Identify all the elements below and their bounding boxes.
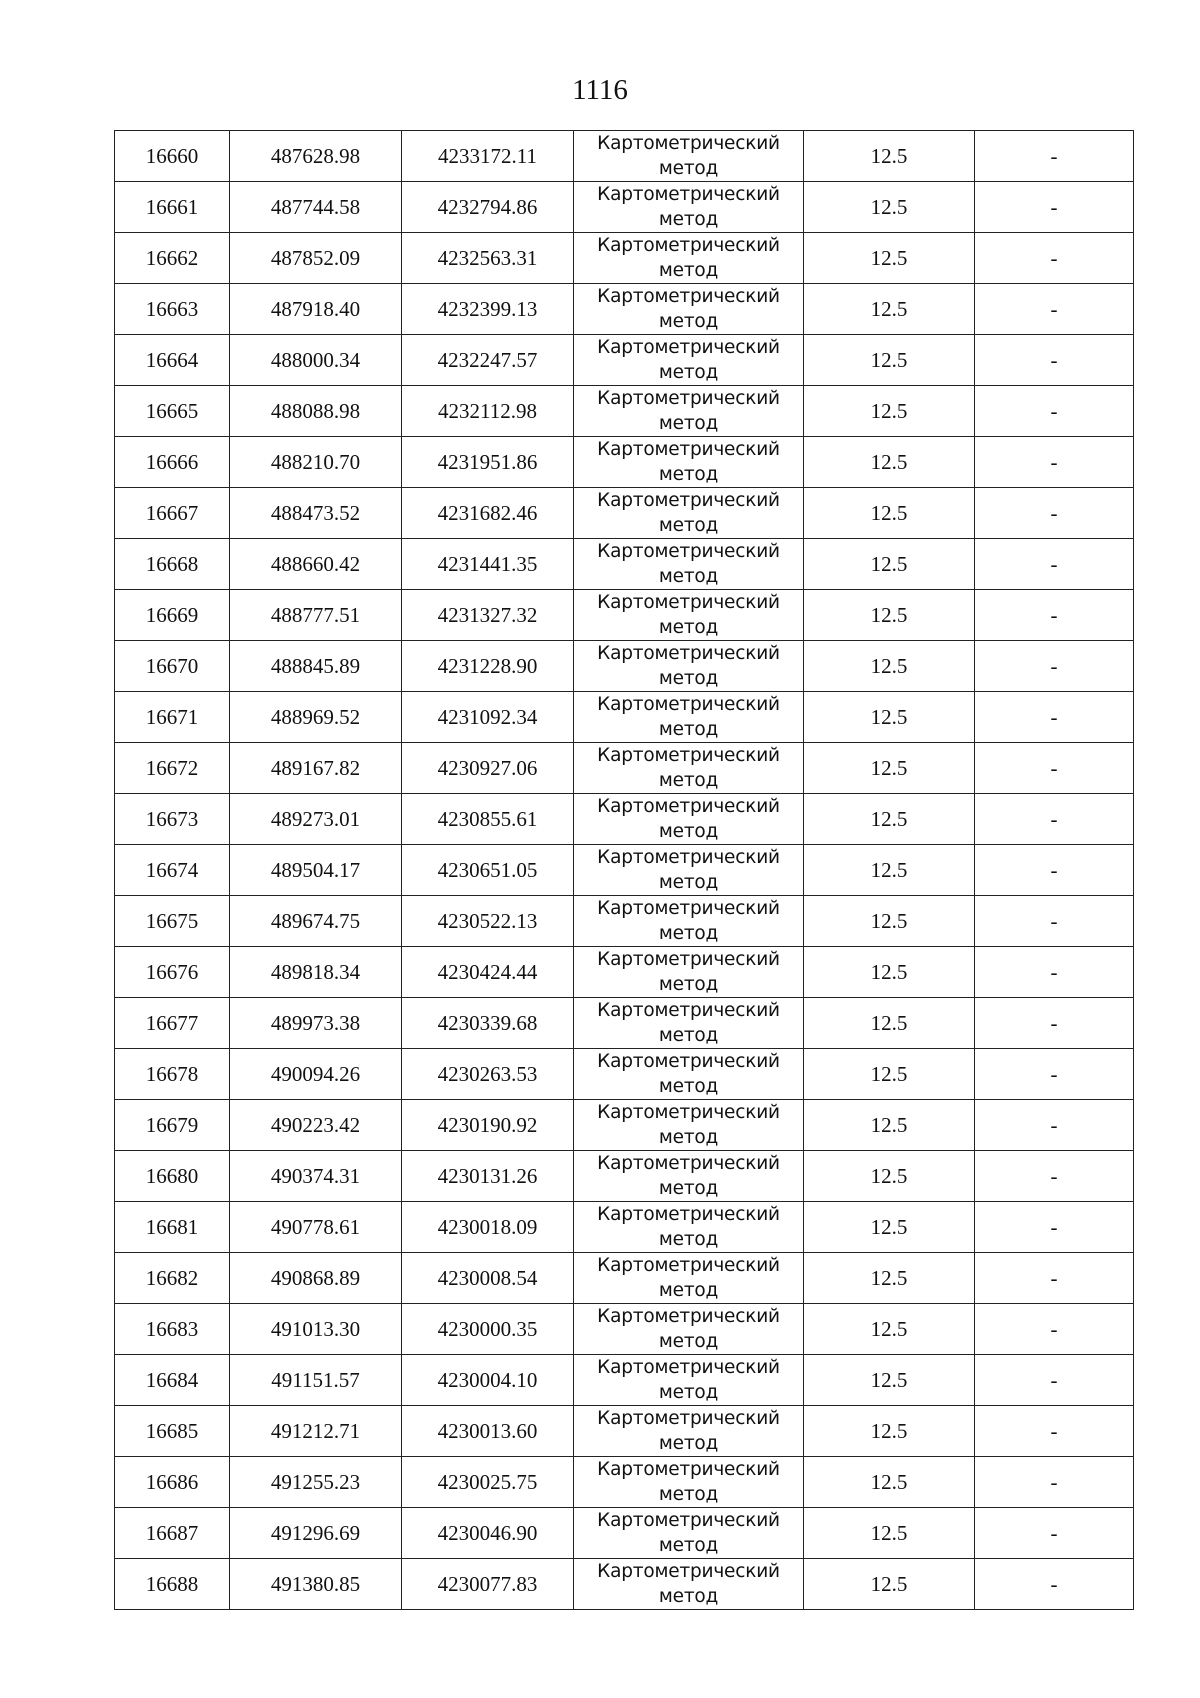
- y-coordinate-cell: 4230651.05: [402, 845, 574, 896]
- point-number-cell: 16675: [115, 896, 230, 947]
- note-cell: -: [975, 1457, 1134, 1508]
- x-coordinate-cell: 488088.98: [230, 386, 402, 437]
- method-line-2: метод: [658, 158, 719, 179]
- method-line-1: Картометрический: [597, 1102, 780, 1123]
- method-cell: [574, 233, 804, 284]
- table-row: [115, 335, 1134, 386]
- method-line-2: метод: [658, 566, 719, 587]
- method-line-1: Картометрический: [597, 1408, 780, 1429]
- x-coordinate-cell: 488210.70: [230, 437, 402, 488]
- method-line-2: метод: [658, 1229, 719, 1250]
- table-row: [115, 1304, 1134, 1355]
- note-cell: -: [975, 386, 1134, 437]
- x-coordinate-cell: 489973.38: [230, 998, 402, 1049]
- y-coordinate-cell: 4230339.68: [402, 998, 574, 1049]
- precision-cell: 12.5: [804, 1253, 975, 1304]
- method-cell: [574, 182, 804, 233]
- precision-cell: 12.5: [804, 437, 975, 488]
- y-coordinate-cell: 4230025.75: [402, 1457, 574, 1508]
- table-row: [115, 743, 1134, 794]
- method-cell: [574, 794, 804, 845]
- point-number-cell: 16684: [115, 1355, 230, 1406]
- method-cell: [574, 488, 804, 539]
- y-coordinate-cell: 4230008.54: [402, 1253, 574, 1304]
- method-line-2: метод: [658, 872, 719, 893]
- method-cell: [574, 692, 804, 743]
- x-coordinate-cell: 491255.23: [230, 1457, 402, 1508]
- y-coordinate-cell: 4233172.11: [402, 131, 574, 182]
- x-coordinate-cell: 490223.42: [230, 1100, 402, 1151]
- method-line-2: метод: [658, 413, 719, 434]
- note-cell: -: [975, 692, 1134, 743]
- method-line-1: Картометрический: [597, 1153, 780, 1174]
- table-row: [115, 641, 1134, 692]
- y-coordinate-cell: 4230004.10: [402, 1355, 574, 1406]
- method-line-2: метод: [658, 362, 719, 383]
- coordinates-table: [114, 130, 1134, 1610]
- point-number-cell: 16666: [115, 437, 230, 488]
- table-row: [115, 947, 1134, 998]
- x-coordinate-cell: 487918.40: [230, 284, 402, 335]
- method-cell: [574, 1100, 804, 1151]
- table-row: [115, 1151, 1134, 1202]
- x-coordinate-cell: 488000.34: [230, 335, 402, 386]
- point-number-cell: 16676: [115, 947, 230, 998]
- method-line-1: Картометрический: [597, 1357, 780, 1378]
- precision-cell: 12.5: [804, 1457, 975, 1508]
- table-row: [115, 488, 1134, 539]
- precision-cell: 12.5: [804, 794, 975, 845]
- y-coordinate-cell: 4232112.98: [402, 386, 574, 437]
- note-cell: -: [975, 947, 1134, 998]
- note-cell: -: [975, 131, 1134, 182]
- precision-cell: 12.5: [804, 233, 975, 284]
- table-row: [115, 1100, 1134, 1151]
- table-row: [115, 998, 1134, 1049]
- note-cell: -: [975, 794, 1134, 845]
- point-number-cell: 16661: [115, 182, 230, 233]
- table-row: [115, 590, 1134, 641]
- table-row: [115, 692, 1134, 743]
- method-line-1: Картометрический: [597, 847, 780, 868]
- precision-cell: 12.5: [804, 590, 975, 641]
- method-line-1: Картометрический: [597, 1051, 780, 1072]
- precision-cell: 12.5: [804, 1202, 975, 1253]
- method-cell: [574, 1559, 804, 1610]
- method-line-1: Картометрический: [597, 745, 780, 766]
- method-line-2: метод: [658, 1025, 719, 1046]
- y-coordinate-cell: 4232794.86: [402, 182, 574, 233]
- table-row: [115, 845, 1134, 896]
- point-number-cell: 16683: [115, 1304, 230, 1355]
- method-cell: [574, 539, 804, 590]
- note-cell: -: [975, 233, 1134, 284]
- precision-cell: 12.5: [804, 1406, 975, 1457]
- method-cell: [574, 998, 804, 1049]
- y-coordinate-cell: 4230000.35: [402, 1304, 574, 1355]
- x-coordinate-cell: 488845.89: [230, 641, 402, 692]
- method-line-2: метод: [658, 668, 719, 689]
- precision-cell: 12.5: [804, 488, 975, 539]
- note-cell: -: [975, 590, 1134, 641]
- x-coordinate-cell: 489504.17: [230, 845, 402, 896]
- x-coordinate-cell: 488777.51: [230, 590, 402, 641]
- table-row: [115, 1202, 1134, 1253]
- note-cell: -: [975, 845, 1134, 896]
- method-line-2: метод: [658, 1280, 719, 1301]
- method-line-1: Картометрический: [597, 592, 780, 613]
- y-coordinate-cell: 4230263.53: [402, 1049, 574, 1100]
- x-coordinate-cell: 488660.42: [230, 539, 402, 590]
- note-cell: -: [975, 539, 1134, 590]
- x-coordinate-cell: 490868.89: [230, 1253, 402, 1304]
- method-line-2: метод: [658, 974, 719, 995]
- note-cell: -: [975, 1049, 1134, 1100]
- method-line-1: Картометрический: [597, 133, 780, 154]
- x-coordinate-cell: 488969.52: [230, 692, 402, 743]
- method-cell: [574, 386, 804, 437]
- x-coordinate-cell: 487628.98: [230, 131, 402, 182]
- method-line-1: Картометрический: [597, 235, 780, 256]
- y-coordinate-cell: 4231951.86: [402, 437, 574, 488]
- x-coordinate-cell: 489273.01: [230, 794, 402, 845]
- method-line-1: Картометрический: [597, 796, 780, 817]
- table-row: [115, 1253, 1134, 1304]
- note-cell: -: [975, 182, 1134, 233]
- precision-cell: 12.5: [804, 1508, 975, 1559]
- table-row: [115, 1559, 1134, 1610]
- method-line-1: Картометрический: [597, 1459, 780, 1480]
- method-line-2: метод: [658, 923, 719, 944]
- point-number-cell: 16687: [115, 1508, 230, 1559]
- note-cell: -: [975, 743, 1134, 794]
- method-cell: [574, 131, 804, 182]
- table-row: [115, 182, 1134, 233]
- method-line-2: метод: [658, 719, 719, 740]
- precision-cell: 12.5: [804, 896, 975, 947]
- x-coordinate-cell: 490094.26: [230, 1049, 402, 1100]
- method-line-2: метод: [658, 1535, 719, 1556]
- note-cell: -: [975, 1151, 1134, 1202]
- table-row: [115, 1406, 1134, 1457]
- method-line-1: Картометрический: [597, 949, 780, 970]
- method-cell: [574, 284, 804, 335]
- method-cell: [574, 1049, 804, 1100]
- note-cell: -: [975, 488, 1134, 539]
- method-line-1: Картометрический: [597, 184, 780, 205]
- method-line-2: метод: [658, 1382, 719, 1403]
- precision-cell: 12.5: [804, 1151, 975, 1202]
- table-row: [115, 896, 1134, 947]
- x-coordinate-cell: 490778.61: [230, 1202, 402, 1253]
- x-coordinate-cell: 489674.75: [230, 896, 402, 947]
- method-line-2: метод: [658, 209, 719, 230]
- method-line-2: метод: [658, 464, 719, 485]
- y-coordinate-cell: 4232247.57: [402, 335, 574, 386]
- x-coordinate-cell: 491296.69: [230, 1508, 402, 1559]
- precision-cell: 12.5: [804, 845, 975, 896]
- method-cell: [574, 1304, 804, 1355]
- table-row: [115, 131, 1134, 182]
- method-line-2: метод: [658, 311, 719, 332]
- note-cell: -: [975, 1406, 1134, 1457]
- y-coordinate-cell: 4230013.60: [402, 1406, 574, 1457]
- point-number-cell: 16678: [115, 1049, 230, 1100]
- table-row: [115, 1355, 1134, 1406]
- method-line-2: метод: [658, 515, 719, 536]
- precision-cell: 12.5: [804, 1049, 975, 1100]
- method-line-1: Картометрический: [597, 337, 780, 358]
- method-cell: [574, 1355, 804, 1406]
- method-line-1: Картометрический: [597, 286, 780, 307]
- point-number-cell: 16685: [115, 1406, 230, 1457]
- precision-cell: 12.5: [804, 131, 975, 182]
- method-line-2: метод: [658, 617, 719, 638]
- precision-cell: 12.5: [804, 743, 975, 794]
- precision-cell: 12.5: [804, 386, 975, 437]
- method-line-1: Картометрический: [597, 490, 780, 511]
- method-line-1: Картометрический: [597, 1561, 780, 1582]
- method-line-1: Картометрический: [597, 1255, 780, 1276]
- point-number-cell: 16660: [115, 131, 230, 182]
- precision-cell: 12.5: [804, 641, 975, 692]
- precision-cell: 12.5: [804, 1304, 975, 1355]
- method-cell: [574, 896, 804, 947]
- precision-cell: 12.5: [804, 182, 975, 233]
- method-cell: [574, 335, 804, 386]
- method-line-2: метод: [658, 1433, 719, 1454]
- y-coordinate-cell: 4232399.13: [402, 284, 574, 335]
- precision-cell: 12.5: [804, 1559, 975, 1610]
- precision-cell: 12.5: [804, 947, 975, 998]
- point-number-cell: 16686: [115, 1457, 230, 1508]
- y-coordinate-cell: 4231228.90: [402, 641, 574, 692]
- point-number-cell: 16668: [115, 539, 230, 590]
- x-coordinate-cell: 487744.58: [230, 182, 402, 233]
- point-number-cell: 16680: [115, 1151, 230, 1202]
- precision-cell: 12.5: [804, 539, 975, 590]
- precision-cell: 12.5: [804, 1355, 975, 1406]
- x-coordinate-cell: 490374.31: [230, 1151, 402, 1202]
- table-row: [115, 539, 1134, 590]
- y-coordinate-cell: 4230131.26: [402, 1151, 574, 1202]
- y-coordinate-cell: 4230927.06: [402, 743, 574, 794]
- point-number-cell: 16669: [115, 590, 230, 641]
- y-coordinate-cell: 4231092.34: [402, 692, 574, 743]
- note-cell: -: [975, 335, 1134, 386]
- note-cell: -: [975, 998, 1134, 1049]
- table-row: [115, 437, 1134, 488]
- x-coordinate-cell: 491380.85: [230, 1559, 402, 1610]
- point-number-cell: 16663: [115, 284, 230, 335]
- method-cell: [574, 1457, 804, 1508]
- x-coordinate-cell: 491151.57: [230, 1355, 402, 1406]
- y-coordinate-cell: 4231441.35: [402, 539, 574, 590]
- table-row: [115, 1508, 1134, 1559]
- method-cell: [574, 845, 804, 896]
- point-number-cell: 16679: [115, 1100, 230, 1151]
- y-coordinate-cell: 4231682.46: [402, 488, 574, 539]
- point-number-cell: 16664: [115, 335, 230, 386]
- point-number-cell: 16681: [115, 1202, 230, 1253]
- method-line-2: метод: [658, 1484, 719, 1505]
- precision-cell: 12.5: [804, 998, 975, 1049]
- method-line-2: метод: [658, 1331, 719, 1352]
- note-cell: -: [975, 1355, 1134, 1406]
- method-line-2: метод: [658, 1127, 719, 1148]
- note-cell: -: [975, 437, 1134, 488]
- note-cell: -: [975, 1253, 1134, 1304]
- method-line-1: Картометрический: [597, 694, 780, 715]
- table-row: [115, 233, 1134, 284]
- method-cell: [574, 743, 804, 794]
- method-line-1: Картометрический: [597, 898, 780, 919]
- method-cell: [574, 590, 804, 641]
- y-coordinate-cell: 4230077.83: [402, 1559, 574, 1610]
- method-cell: [574, 1406, 804, 1457]
- precision-cell: 12.5: [804, 284, 975, 335]
- point-number-cell: 16674: [115, 845, 230, 896]
- table-row: [115, 386, 1134, 437]
- method-line-1: Картометрический: [597, 643, 780, 664]
- y-coordinate-cell: 4230190.92: [402, 1100, 574, 1151]
- method-line-1: Картометрический: [597, 1000, 780, 1021]
- table-row: [115, 284, 1134, 335]
- note-cell: -: [975, 1202, 1134, 1253]
- method-line-2: метод: [658, 1076, 719, 1097]
- method-line-2: метод: [658, 1586, 719, 1607]
- method-line-1: Картометрический: [597, 388, 780, 409]
- method-line-2: метод: [658, 821, 719, 842]
- note-cell: -: [975, 1100, 1134, 1151]
- method-cell: [574, 1151, 804, 1202]
- point-number-cell: 16672: [115, 743, 230, 794]
- point-number-cell: 16667: [115, 488, 230, 539]
- note-cell: -: [975, 1508, 1134, 1559]
- table-row: [115, 794, 1134, 845]
- method-cell: [574, 1202, 804, 1253]
- y-coordinate-cell: 4230018.09: [402, 1202, 574, 1253]
- x-coordinate-cell: 487852.09: [230, 233, 402, 284]
- note-cell: -: [975, 896, 1134, 947]
- method-line-1: Картометрический: [597, 541, 780, 562]
- method-line-2: метод: [658, 260, 719, 281]
- method-line-1: Картометрический: [597, 1306, 780, 1327]
- note-cell: -: [975, 284, 1134, 335]
- point-number-cell: 16665: [115, 386, 230, 437]
- x-coordinate-cell: 488473.52: [230, 488, 402, 539]
- method-cell: [574, 1508, 804, 1559]
- method-cell: [574, 641, 804, 692]
- x-coordinate-cell: 489818.34: [230, 947, 402, 998]
- method-line-1: Картометрический: [597, 1204, 780, 1225]
- point-number-cell: 16682: [115, 1253, 230, 1304]
- method-line-1: Картометрический: [597, 439, 780, 460]
- method-line-1: Картометрический: [597, 1510, 780, 1531]
- page-number: 1116: [572, 74, 628, 106]
- table-row: [115, 1049, 1134, 1100]
- point-number-cell: 16662: [115, 233, 230, 284]
- method-cell: [574, 947, 804, 998]
- x-coordinate-cell: 491013.30: [230, 1304, 402, 1355]
- method-line-2: метод: [658, 1178, 719, 1199]
- point-number-cell: 16670: [115, 641, 230, 692]
- method-line-2: метод: [658, 770, 719, 791]
- note-cell: -: [975, 1559, 1134, 1610]
- x-coordinate-cell: 491212.71: [230, 1406, 402, 1457]
- y-coordinate-cell: 4230424.44: [402, 947, 574, 998]
- y-coordinate-cell: 4230522.13: [402, 896, 574, 947]
- y-coordinate-cell: 4232563.31: [402, 233, 574, 284]
- point-number-cell: 16677: [115, 998, 230, 1049]
- precision-cell: 12.5: [804, 335, 975, 386]
- method-cell: [574, 437, 804, 488]
- point-number-cell: 16671: [115, 692, 230, 743]
- note-cell: -: [975, 641, 1134, 692]
- method-cell: [574, 1253, 804, 1304]
- coordinates-table-body: [115, 131, 1134, 1610]
- table-row: [115, 1457, 1134, 1508]
- precision-cell: 12.5: [804, 1100, 975, 1151]
- point-number-cell: 16673: [115, 794, 230, 845]
- precision-cell: 12.5: [804, 692, 975, 743]
- y-coordinate-cell: 4230046.90: [402, 1508, 574, 1559]
- x-coordinate-cell: 489167.82: [230, 743, 402, 794]
- note-cell: -: [975, 1304, 1134, 1355]
- point-number-cell: 16688: [115, 1559, 230, 1610]
- y-coordinate-cell: 4231327.32: [402, 590, 574, 641]
- y-coordinate-cell: 4230855.61: [402, 794, 574, 845]
